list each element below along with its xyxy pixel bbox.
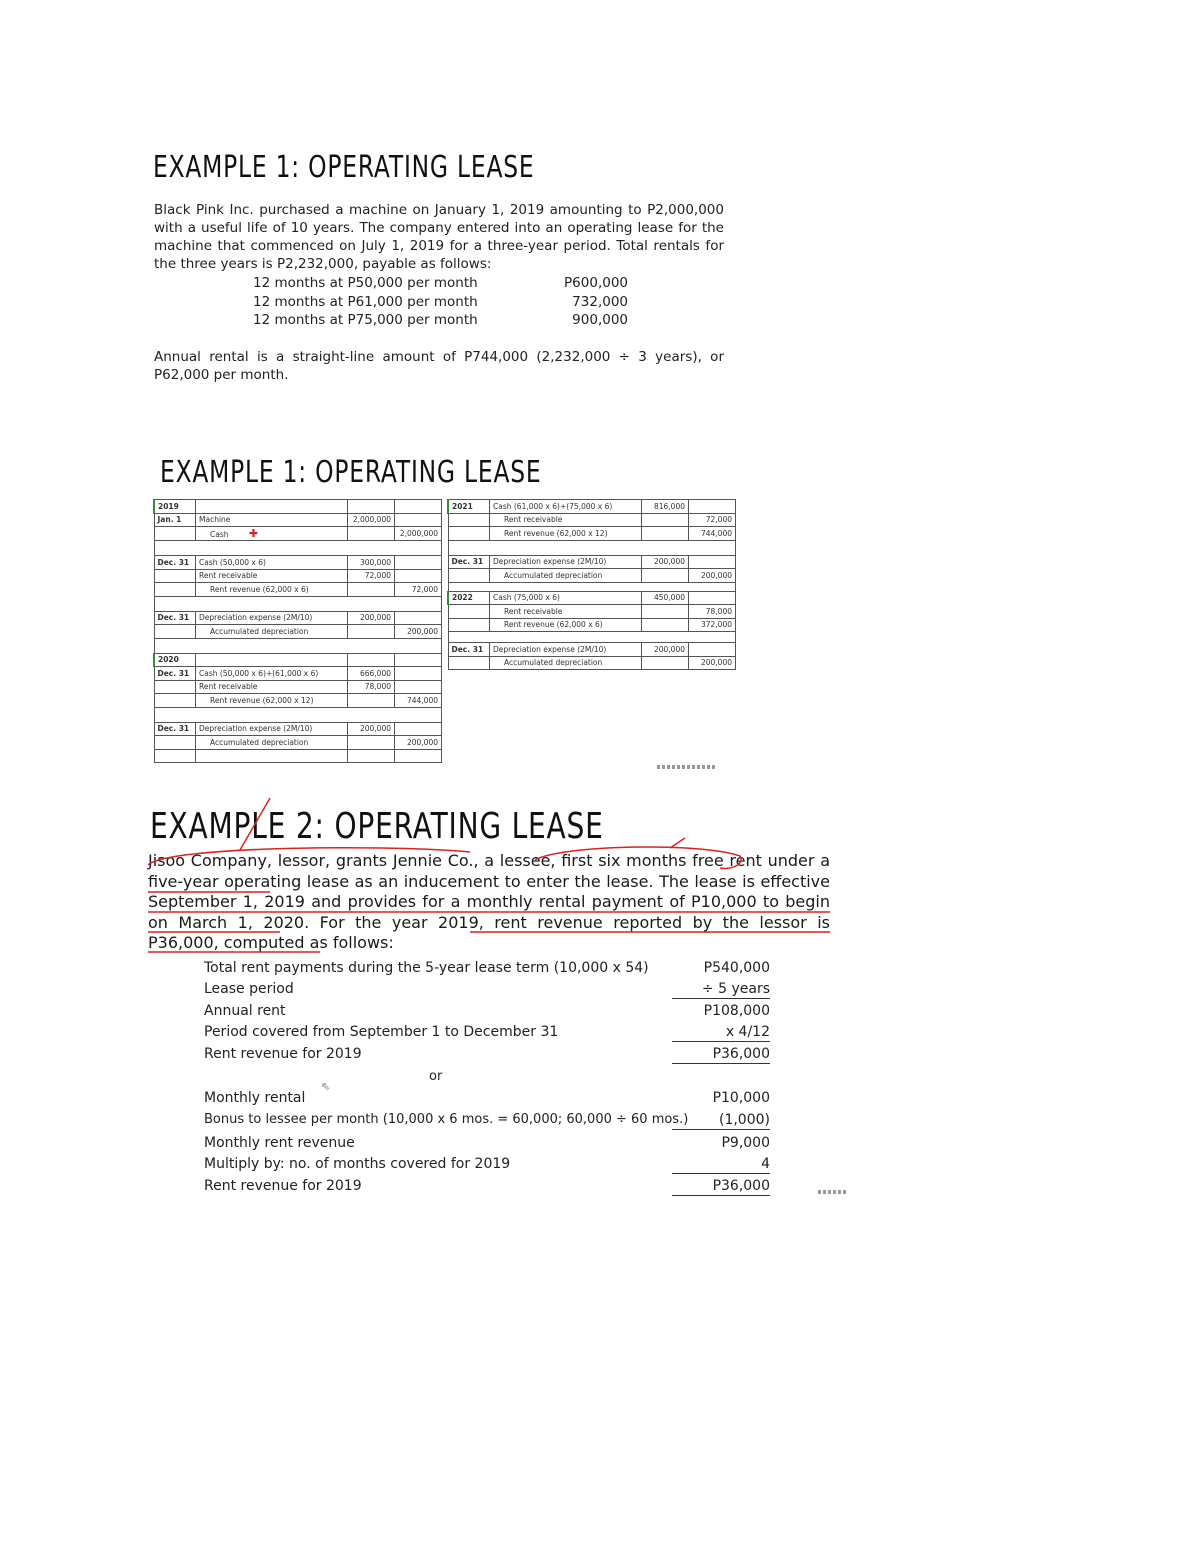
- schedule-amount: P600,000: [564, 275, 628, 291]
- table-row: Dec. 31 Cash (50,000 x 6) 300,000: [154, 556, 442, 570]
- table-row: Accumulated depreciation 200,000: [154, 736, 442, 750]
- calc-value: P36,000: [712, 1046, 770, 1062]
- red-annotation-marks: [140, 790, 840, 960]
- table-row: Jan. 1 Machine 2,000,000: [154, 513, 442, 527]
- calc-label: Lease period: [204, 981, 294, 997]
- example2-title: EXAMPLE 2: OPERATING LEASE: [150, 806, 604, 847]
- journal-table-right: [447, 499, 736, 670]
- table-row: 2022 Cash (75,000 x 6) 450,000: [448, 591, 736, 605]
- footer-smudge: [657, 765, 717, 769]
- calc-label: Period covered from September 1 to December 31: [204, 1024, 559, 1040]
- calc-value: ÷ 5 years: [701, 981, 770, 997]
- example1b-title: EXAMPLE 1: OPERATING LEASE: [160, 455, 542, 490]
- table-row: Dec. 31 Depreciation expense (2M/10) 200,000: [154, 722, 442, 736]
- calc-value: P10,000: [712, 1090, 770, 1106]
- table-row: Rent revenue (62,000 x 6) 72,000: [154, 583, 442, 597]
- schedule-amount: 900,000: [572, 312, 628, 328]
- table-row: Rent revenue (62,000 x 12) 744,000: [448, 527, 736, 541]
- calc-value: (1,000): [718, 1112, 770, 1128]
- table-row: Rent receivable 78,000: [154, 680, 442, 694]
- calc-label: Rent revenue for 2019: [204, 1046, 362, 1062]
- red-plus-icon: ✚: [248, 527, 259, 540]
- calc-label: Total rent payments during the 5-year lease term (10,000 x 54): [204, 960, 649, 976]
- calc-value: P9,000: [721, 1135, 770, 1151]
- calc-label: Monthly rental: [204, 1090, 306, 1106]
- calc-label: Rent revenue for 2019: [204, 1178, 362, 1194]
- calc-value: x 4/12: [725, 1024, 770, 1040]
- calc-value: P108,000: [703, 1003, 770, 1019]
- table-row: 2020: [154, 653, 442, 667]
- table-row: Accumulated depreciation 200,000: [448, 656, 736, 670]
- example1-title: EXAMPLE 1: OPERATING LEASE: [153, 150, 535, 185]
- table-row: Rent receivable 72,000: [448, 513, 736, 527]
- calc-label: Monthly rent revenue: [204, 1135, 355, 1151]
- or-text: or: [429, 1069, 443, 1084]
- footer-smudge: [818, 1190, 848, 1194]
- table-row: Dec. 31 Cash (50,000 x 6)+(61,000 x 6) 666,000: [154, 667, 442, 681]
- calc-value: P36,000: [712, 1178, 770, 1194]
- cursor-icon: ⇖: [321, 1080, 331, 1093]
- calc-label: Bonus to lessee per month (10,000 x 6 mos. = 60,000; 60,000 ÷ 60 mos.): [204, 1112, 689, 1127]
- calc-label: Annual rent: [204, 1003, 286, 1019]
- table-row: Rent revenue (62,000 x 6) 372,000: [448, 618, 736, 632]
- table-row: Rent revenue (62,000 x 12) 744,000: [154, 694, 442, 708]
- schedule-label: 12 months at P61,000 per month: [253, 293, 478, 310]
- table-row: Rent receivable 78,000: [448, 605, 736, 619]
- table-row: 2019: [154, 500, 442, 514]
- annual-rental-note: Annual rental is a straight-line amount of P744,000 (2,232,000 ÷ 3 years), or P62,000 per month.: [154, 349, 724, 383]
- schedule-label: 12 months at P75,000 per month: [253, 312, 478, 328]
- table-row: Dec. 31 Depreciation expense (2M/10) 200,000: [154, 611, 442, 625]
- calc-label: Multiply by: no. of months covered for 2019: [204, 1156, 511, 1172]
- table-row: Cash ✚ 2,000,000: [154, 527, 442, 541]
- table-row: Dec. 31 Depreciation expense (2M/10) 200,000: [448, 643, 736, 657]
- example1-paragraph: Black Pink Inc. purchased a machine on January 1, 2019 amounting to P2,000,000 with a useful life of 10 years. The company entered into an operating lease for the machine that commenced on July 1, 2019 for a three-year period. Total rentals for the three years is P2,232,000, payable as follows:: [154, 202, 724, 272]
- table-row: Accumulated depreciation 200,000: [448, 569, 736, 583]
- table-row: Accumulated depreciation 200,000: [154, 625, 442, 639]
- table-row: 2021 Cash (61,000 x 6)+(75,000 x 6) 816,000: [448, 500, 736, 514]
- schedule-label: 12 months at P50,000 per month: [253, 275, 478, 291]
- table-row: Rent receivable 72,000: [154, 569, 442, 583]
- schedule-amount: 732,000: [572, 293, 628, 310]
- journal-table-left: [153, 499, 442, 763]
- lease-schedule: [253, 274, 628, 330]
- calc-value: 4: [761, 1156, 770, 1172]
- calc-value: P540,000: [703, 960, 770, 976]
- example2-paragraph: Jisoo Company, lessor, grants Jennie Co., a lessee, first six months free rent under a five-year operating lease as an inducement to enter the lease. The lease is effective September 1, 2019 and provides for a monthly rental payment of P10,000 to begin on March 1, 2020. For the year 2019, rent revenue reported by the lessor is P36,000, computed as follows:: [148, 851, 830, 952]
- table-row: Dec. 31 Depreciation expense (2M/10) 200,000: [448, 555, 736, 569]
